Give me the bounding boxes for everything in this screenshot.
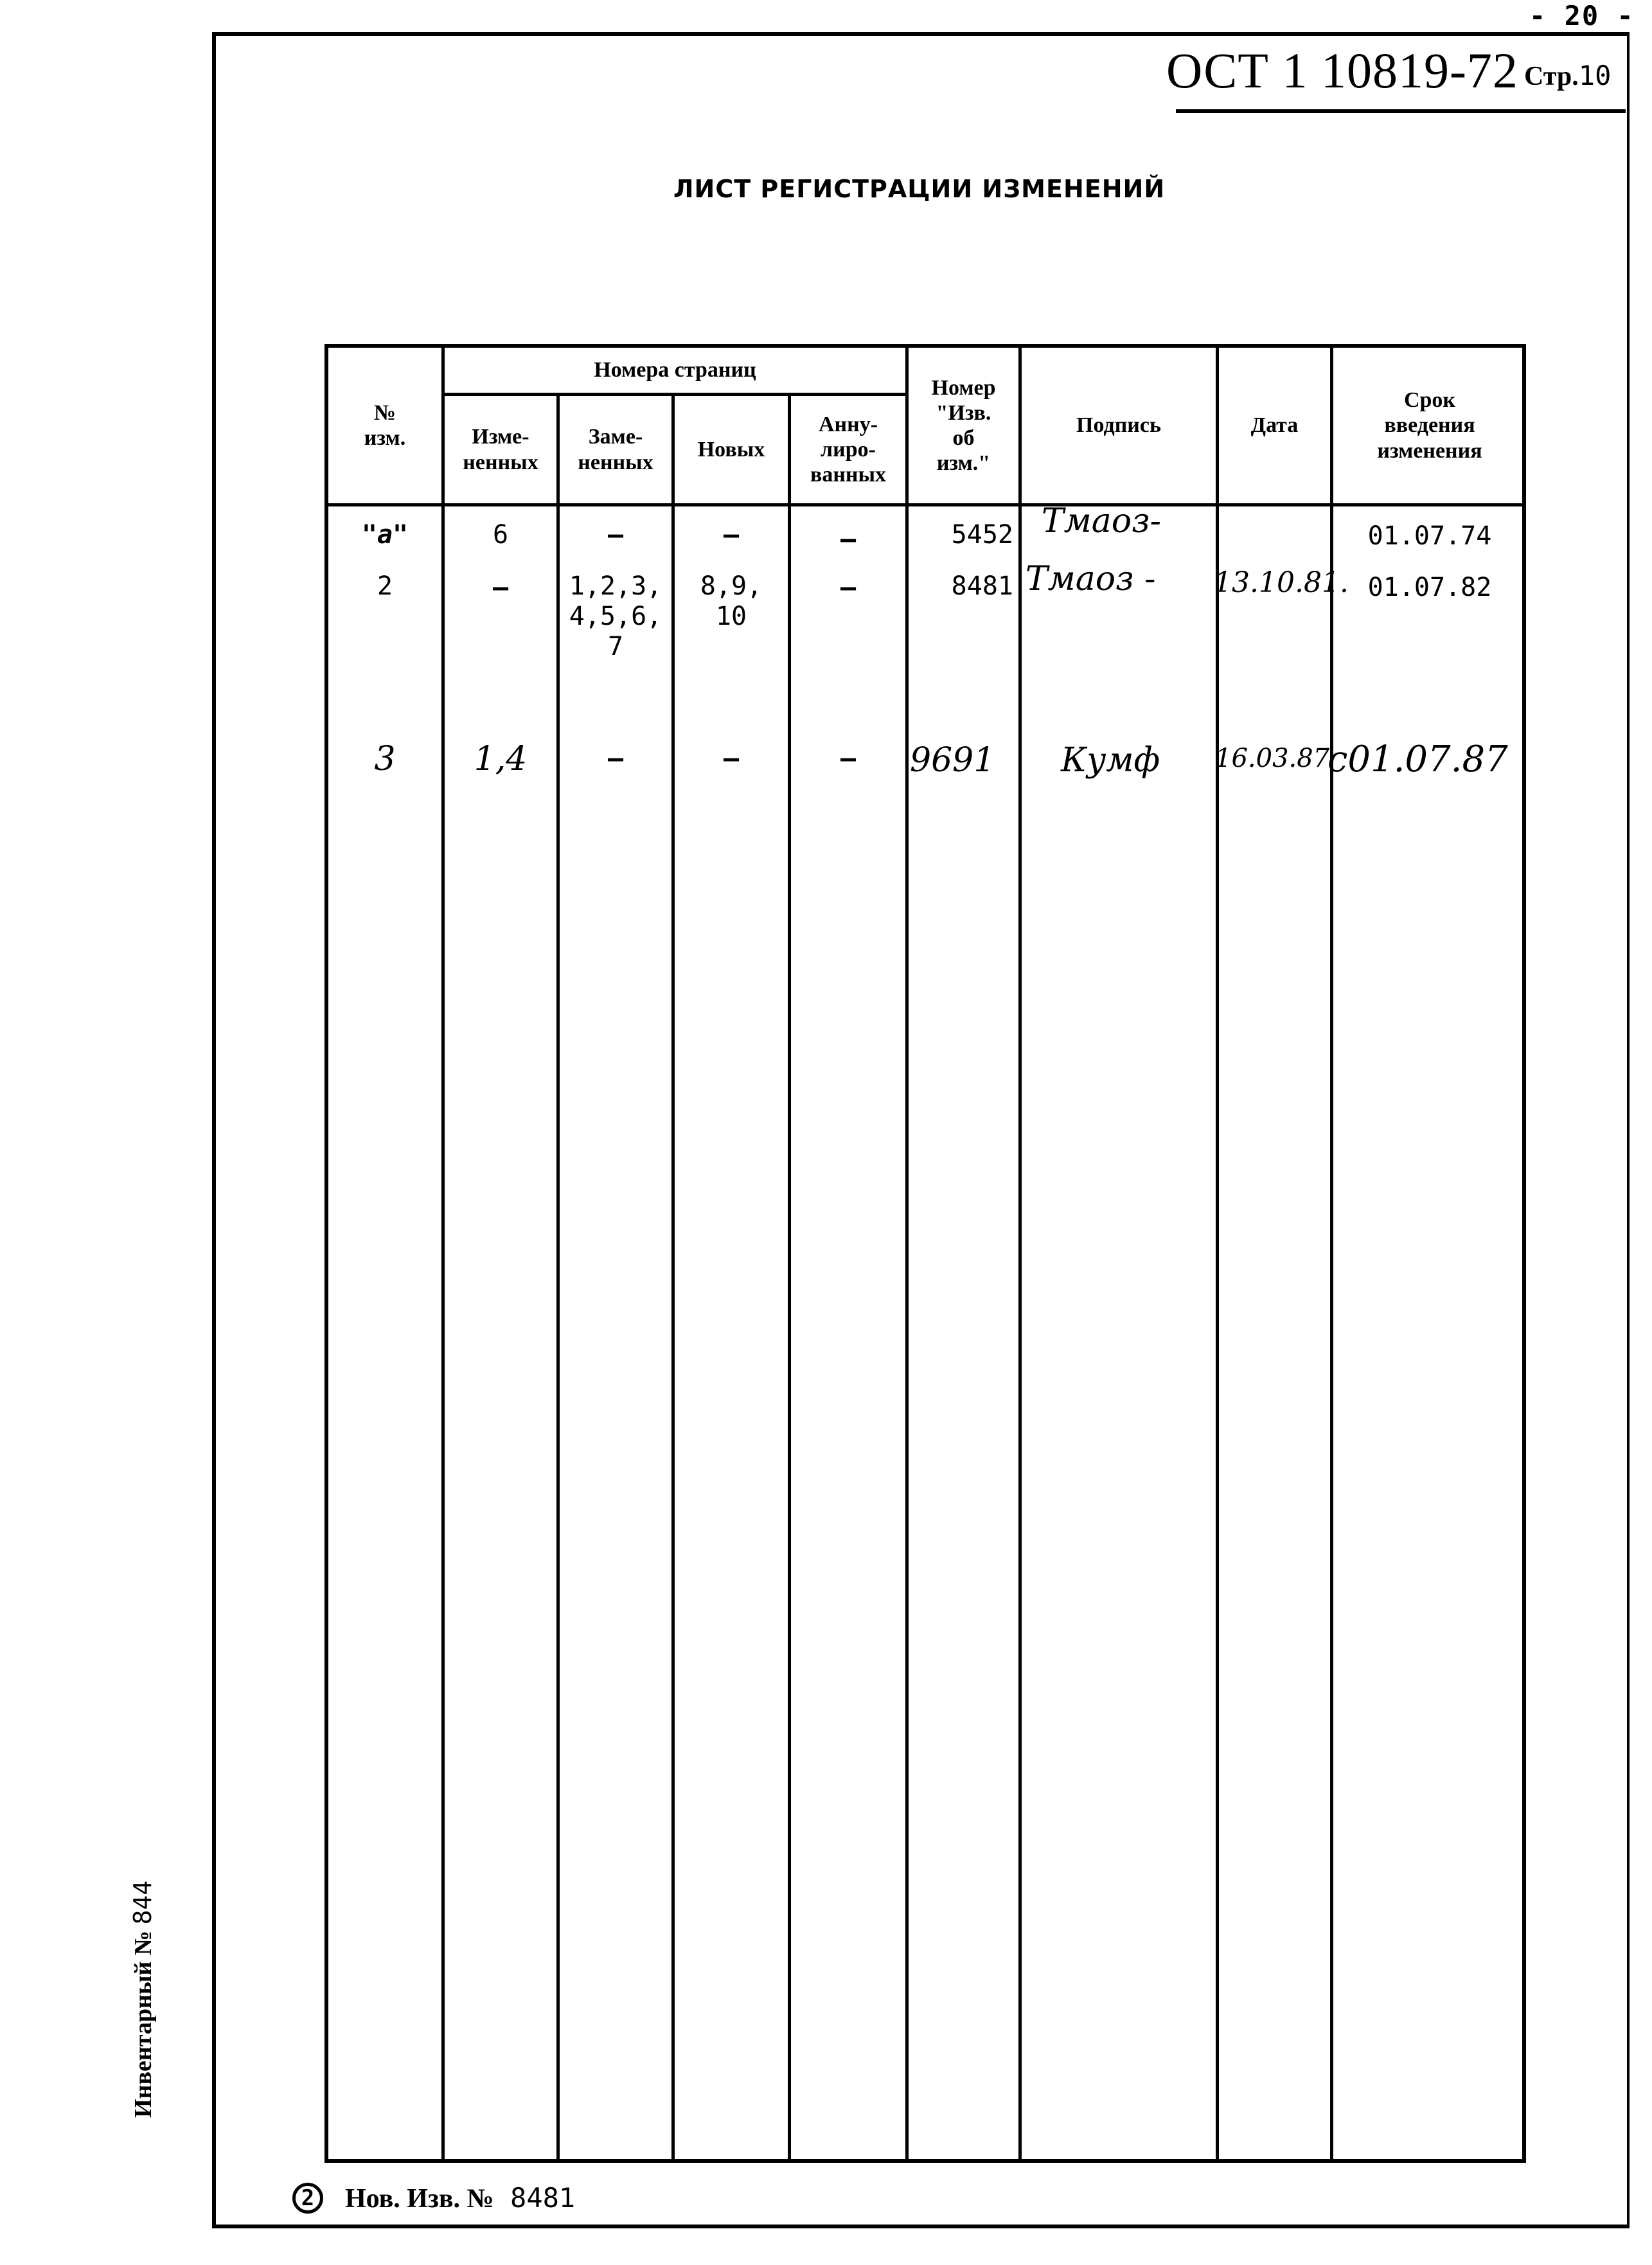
cell-new: –	[723, 744, 740, 773]
cell-notice-no: 5452	[951, 520, 1013, 550]
inventory-number: 844	[129, 1880, 157, 1925]
header-bottom-line	[328, 503, 1522, 506]
header-signature: Подпись	[1076, 413, 1161, 438]
sheet-title: ЛИСТ РЕГИСТРАЦИИ ИЗМЕНЕНИЙ	[673, 175, 1166, 203]
cell-notice-no: 9691	[910, 741, 995, 780]
cell-signature: Тмаоз -	[1026, 560, 1156, 598]
col-divider	[1216, 348, 1219, 2159]
header-page-numbers: Номера страниц	[594, 358, 756, 382]
header-new: Новых	[697, 437, 765, 461]
inventory-label: Инвентарный №	[130, 1930, 157, 2118]
footnote-number: 8481	[510, 2182, 576, 2214]
col-divider	[1330, 348, 1333, 2159]
header-date: Дата	[1250, 413, 1299, 438]
cell-deadline: с01.07.87	[1328, 739, 1508, 780]
col-divider	[1018, 348, 1022, 2159]
cell-new: –	[723, 520, 740, 550]
cell-change-no: 2	[377, 571, 393, 601]
standard-code: ОСТ 1 10819-72	[1166, 42, 1518, 98]
cell-change-no: 3	[374, 740, 396, 778]
header-notice-no: Номер "Изв. об изм."	[931, 375, 996, 476]
cell-annulled: –	[840, 524, 857, 554]
cell-changed: 6	[492, 520, 509, 550]
cell-annulled: –	[840, 744, 857, 773]
cell-changed: –	[492, 573, 509, 602]
header-change-no: № изм.	[364, 400, 406, 450]
header-underline	[1176, 109, 1626, 113]
cell-annulled: –	[840, 573, 857, 602]
page-number: - 20 -	[1529, 0, 1635, 31]
page-num: 10	[1578, 60, 1612, 91]
cell-replaced: –	[607, 520, 624, 550]
header-annulled: Анну- лиро- ванных	[810, 412, 887, 487]
header-changed: Изме- ненных	[463, 425, 538, 474]
footnote-label: Нов. Изв. №	[345, 2184, 494, 2214]
inventory-note	[129, 1881, 157, 2118]
circled-number-icon: 2	[292, 2183, 323, 2214]
col-divider	[788, 393, 791, 2159]
cell-change-no: "а"	[361, 520, 409, 550]
cell-changed: 1,4	[474, 740, 528, 778]
col-divider	[905, 348, 909, 2159]
header-deadline: Срок введения изменения	[1377, 388, 1482, 463]
cell-signature: Тмаоз-	[1042, 502, 1162, 541]
change-registration-table	[324, 344, 1526, 2163]
cell-replaced: 1,2,3, 4,5,6, 7	[569, 571, 662, 662]
cell-new: 8,9, 10	[700, 571, 763, 632]
footnote	[292, 2182, 575, 2214]
page-reference	[1524, 60, 1611, 92]
page-label: Стр.	[1524, 62, 1579, 91]
cell-deadline: 01.07.82	[1367, 573, 1492, 602]
footnote-text	[345, 2182, 575, 2214]
cell-replaced: –	[607, 744, 624, 773]
col-divider	[671, 393, 675, 2159]
header-replaced: Заме- ненных	[578, 425, 653, 474]
cell-notice-no: 8481	[951, 571, 1013, 601]
cell-signature: Кумф	[1061, 741, 1160, 780]
cell-deadline: 01.07.74	[1367, 521, 1492, 551]
col-divider	[441, 348, 445, 2159]
cell-date: 13.10.81.	[1214, 566, 1349, 599]
cell-date: 16.03.87	[1215, 744, 1330, 773]
